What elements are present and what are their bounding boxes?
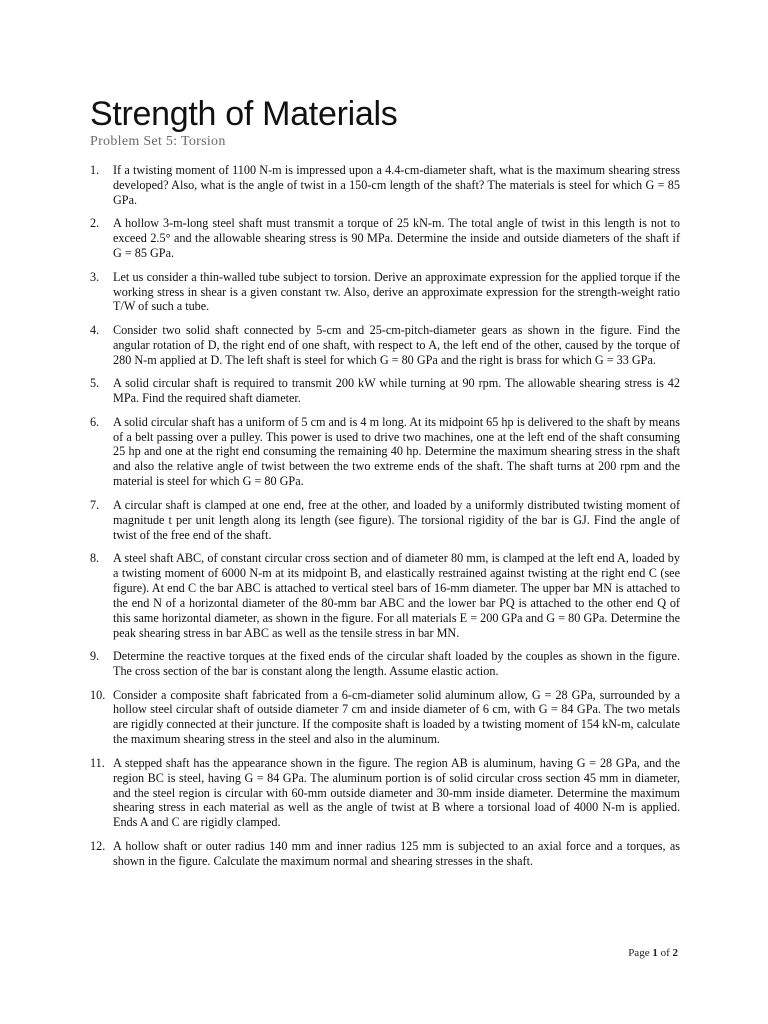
problem-item [90,756,680,831]
problem-text: Consider two solid shaft connected by 5-cm and 25-cm-pitch-diameter gears as shown in the figure. Find the angular rotation of D, the right end of one shaft, with respect to A, the left end of the other, caused by the torque of 280 N-m applied at D. The left shaft is steel for which G = 80 GPa and the right is brass for which G = 33 GPa. [113,322,680,367]
problem-text: A stepped shaft has the appearance shown in the figure. The region AB is aluminum, having G = 28 GPa, and the region BC is steel, having G = 84 GPa. The aluminum portion is of solid circular cross section 45 mm in diameter, and the steel region is circular with 60-mm outside diameter and 30-mm inside diameter. Determine the maximum shearing stress in each material as well as the angle of twist at B where a torsional load of 4000 N-m is applied. Ends A and C are rigidly clamped. [113,755,680,830]
problem-text: A circular shaft is clamped at one end, free at the other, and loaded by a uniformly distributed twisting moment of magnitude t per unit length along its length (see figure). The torsional rigidity of the bar is GJ. Find the angle of twist of the free end of the shaft. [113,497,680,542]
problem-item [90,376,680,406]
problem-item [90,163,680,208]
document-subtitle: Problem Set 5: Torsion [90,134,226,149]
problem-item [90,323,680,368]
problem-number: 11. [90,755,105,770]
problem-text: A steel shaft ABC, of constant circular cross section and of diameter 80 mm, is clamped at the left end A, loaded by a twisting moment of 6000 N-m at its midpoint B, and elastically restrained against twisting at the right end C (see figure). At end C the bar ABC is attached to vertical steel bars of 16-mm diameter. The upper bar MN is attached to the end N of a horizontal diameter of the 80-mm bar ABC and the lower bar PQ is attached to the other end Q of this same horizontal diameter, as shown in the figure. For all materials E = 200 GPa and G = 80 GPa. Determine the peak shearing stress in bar ABC as well as the tensile stress in bar MN. [113,551,680,640]
page-label: Page [628,947,653,959]
problem-number: 4. [90,322,100,337]
problem-list [90,163,680,877]
problem-number: 5. [90,376,100,391]
problem-number: 1. [90,163,100,177]
page-separator: of [657,947,673,959]
problem-item [90,270,680,315]
problem-text: If a twisting moment of 1100 N-m is impressed upon a 4.4-cm-diameter shaft, what is the maximum shearing stress developed? Also, what is the angle of twist in a 150-cm length of the shaft? The materials is steel for which G = 85 GPa. [113,163,680,207]
problem-item [90,498,680,543]
problem-text: Determine the reactive torques at the fixed ends of the circular shaft loaded by the couples as shown in the figure. The cross section of the bar is constant along the length. Assume elastic action. [113,649,680,679]
problem-number: 6. [90,414,100,429]
problem-number: 7. [90,497,100,512]
problem-number: 3. [90,269,100,284]
problem-number: 9. [90,649,100,664]
page-footer [628,947,678,959]
problem-item [90,216,680,261]
document-title: Strength of Materials [90,95,398,133]
problem-text: A solid circular shaft is required to transmit 200 kW while turning at 90 rpm. The allowable shearing stress is 42 MPa. Find the required shaft diameter. [113,376,680,406]
problem-number: 10. [90,687,106,702]
total-pages: 2 [672,947,678,959]
problem-text: Let us consider a thin-walled tube subject to torsion. Derive an approximate expression for the applied torque if the working stress in shear is a given constant τw. Also, derive an approximate expression for the strength-weight ratio T/W of such a tube. [113,269,680,314]
problem-number: 2. [90,216,100,231]
problem-text: Consider a composite shaft fabricated from a 6-cm-diameter solid aluminum allow, G = 28 GPa, surrounded by a hollow steel circular shaft of outside diameter 7 cm and inside diameter of 6 cm, with G = 84 GPa. The two metals are rigidly connected at their juncture. If the composite shaft is loaded by a twisting moment of 154 kN-m, calculate the maximum shearing stress in the steel and also in the aluminum. [113,687,680,747]
problem-item [90,839,680,869]
current-page: 1 [652,947,658,959]
problem-item [90,415,680,490]
problem-text: A hollow shaft or outer radius 140 mm and inner radius 125 mm is subjected to an axial force and a torques, as shown in the figure. Calculate the maximum normal and shearing stresses in the shaft. [113,838,680,868]
problem-text: A hollow 3-m-long steel shaft must transmit a torque of 25 kN-m. The total angle of twist in this length is not to exceed 2.5° and the allowable shearing stress is 90 MPa. Determine the inside and outside diameters of the shaft if G = 85 GPa. [113,216,680,261]
problem-item [90,688,680,748]
problem-item [90,649,680,679]
problem-text: A solid circular shaft has a uniform of 5 cm and is 4 m long. At its midpoint 65 hp is delivered to the shaft by means of a belt passing over a pulley. This power is used to drive two machines, one at the left end of the shaft consuming 25 hp and one at the right end consuming the remaining 40 hp. Determine the maximum shearing stress in the shaft and also the relative angle of twist between the two extreme ends of the shaft. The shaft turns at 200 rpm and the material is steel for which G = 80 GPa. [113,414,680,489]
problem-number: 8. [90,551,100,566]
problem-item [90,551,680,640]
problem-number: 12. [90,838,106,853]
